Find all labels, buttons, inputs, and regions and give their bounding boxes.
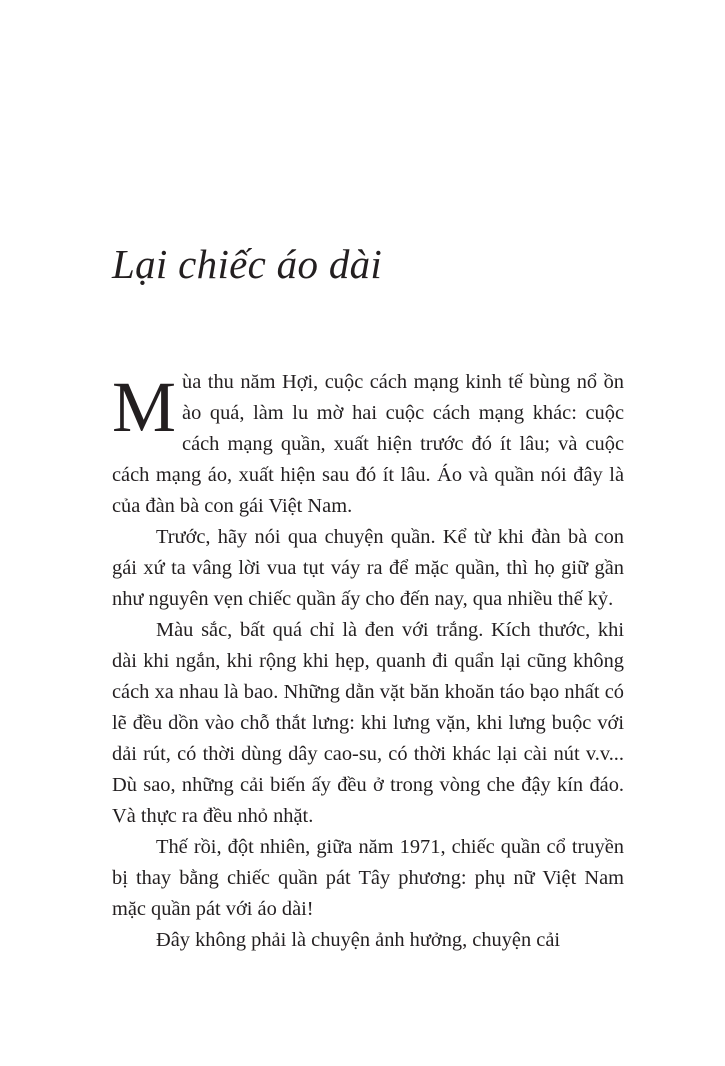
paragraph-1-text: ùa thu năm Hợi, cuộc cách mạng kinh tế bùng nổ ồn ào quá, làm lu mờ hai cuộc cách mạng khác: cuộc cách mạng quần, xuất hiện trước đó ít lâu; và cuộc cách mạng áo, xuất hiện sau đó ít lâu. Áo và quần nói đây là của đàn bà con gái Việt Nam. — [112, 371, 624, 517]
paragraph-5: Đây không phải là chuyện ảnh hưởng, chuyện cải — [156, 929, 561, 951]
paragraph-4: Thế rồi, đột nhiên, giữa năm 1971, chiếc quần cổ truyền bị thay bằng chiếc quần pát Tây phương: phụ nữ Việt Nam mặc quần pát với áo dài! — [112, 836, 624, 920]
paragraph-3: Màu sắc, bất quá chỉ là đen với trắng. Kích thước, khi dài khi ngắn, khi rộng khi hẹp, quanh đi quẩn lại cũng không cách xa nhau là bao. Những dằn vặt băn khoăn táo bạo nhất có lẽ đều dồn vào chỗ thắt lưng: khi lưng vặn, khi lưng buộc với dải rút, có thời dùng dây cao-su, có thời khác lại cài nút v.v... Dù sao, những cải biến ấy đều ở trong vòng che đậy kín đáo. Và thực ra đều nhỏ nhặt. — [112, 619, 624, 827]
chapter-title: Lại chiếc áo dài — [112, 241, 383, 287]
drop-cap: M — [112, 367, 177, 447]
paragraph-1 — [112, 367, 624, 522]
paragraph-2: Trước, hãy nói qua chuyện quần. Kể từ khi đàn bà con gái xứ ta vâng lời vua tụt váy ra để mặc quần, thì họ giữ gần như nguyên vẹn chiếc quần ấy cho đến nay, qua nhiều thế kỷ. — [112, 526, 624, 610]
body-text — [112, 367, 624, 956]
